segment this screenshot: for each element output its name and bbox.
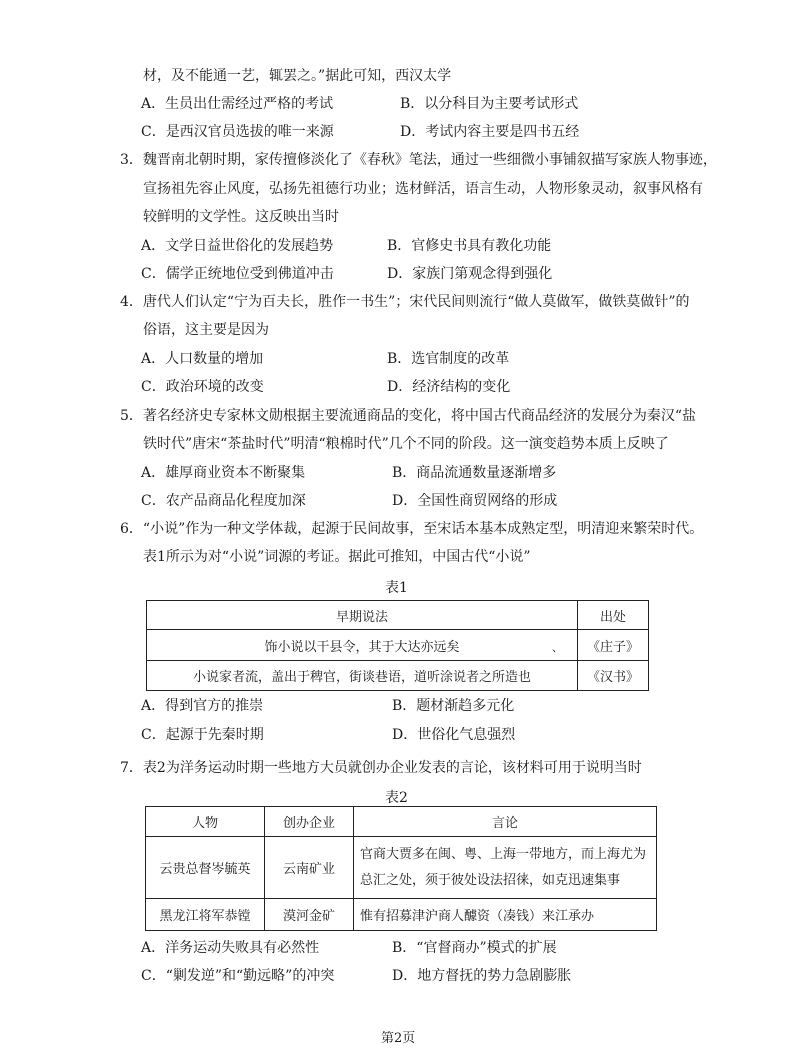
q5-option-a: A．雄厚商业资本不断聚集 xyxy=(141,465,306,481)
q2-option-a: A．生员出仕需经过严格的考试 xyxy=(141,96,334,112)
q5-option-d: D．全国性商贸网络的形成 xyxy=(392,493,558,509)
q4-option-c: C．政治环境的改变 xyxy=(141,379,264,395)
q5-option-c: C．农产品商品化程度加深 xyxy=(141,493,306,509)
table-2-cell: 云南矿业 xyxy=(265,837,354,899)
q6-stem-line-2: 表1所示为对“小说”词源的考证。据此可推知，中国古代“小说” xyxy=(143,549,531,565)
table-1-cell-text: 饰小说以干县令，其于大达亦远矣 xyxy=(264,639,460,655)
table-2-cell: 漠河金矿 xyxy=(265,899,354,931)
table-2-title: 表2 xyxy=(385,790,408,806)
q3-option-b: B．官修史书具有教化功能 xyxy=(387,238,552,254)
q6-option-c: C．起源于先秦时期 xyxy=(141,727,264,743)
q4-stem-line-1: 4．唐代人们认定“宁为百夫长，胜作一书生”；宋代民间则流行“做人莫做军，做铁莫做针”的 xyxy=(120,294,690,310)
table-1-header-cell: 出处 xyxy=(578,601,649,630)
table-1-cell: 小说家者流，盖出于稗官，街谈巷语，道听涂说者之所造也 xyxy=(147,661,578,691)
table-2-header-cell: 创办企业 xyxy=(265,807,354,837)
table-1-title: 表1 xyxy=(385,580,408,596)
table-2-cell xyxy=(354,837,657,899)
q6-option-b: B．题材渐趋多元化 xyxy=(392,698,515,714)
q2-option-b: B．以分科目为主要考试形式 xyxy=(400,96,579,112)
table-2-header-cell: 人物 xyxy=(146,807,265,837)
table-1 xyxy=(146,600,649,691)
q2-option-d: D．考试内容主要是四书五经 xyxy=(400,124,580,140)
table-1-cell: 《庄子》 xyxy=(578,630,649,661)
table-2-speech-line: 官商大贾多在闽、粤、上海一带地方，而上海尤为 xyxy=(360,846,647,862)
q3-stem-line-3: 较鲜明的文学性。这反映出当时 xyxy=(143,209,339,225)
table-row xyxy=(146,899,657,931)
table-row xyxy=(146,837,657,899)
q2-stem-tail: 材，及不能通一艺，辄罢之。”据此可知，西汉太学 xyxy=(143,68,452,84)
q7-option-d: D．地方督抚的势力急剧膨胀 xyxy=(392,968,572,984)
q4-option-b: B．选官制度的改革 xyxy=(387,351,510,367)
q7-stem-line-1: 7．表2为洋务运动时期一些地方大员就创办企业发表的言论，该材料可用于说明当时 xyxy=(120,760,642,776)
table-row xyxy=(147,661,649,691)
page-number: 第2页 xyxy=(381,1031,416,1046)
table-2-cell: 惟有招募津沪商人醵资（凑钱）来江承办 xyxy=(354,899,657,931)
table-1-header-cell: 早期说法 xyxy=(147,601,578,630)
q5-stem-line-1: 5．著名经济史专家林文勋根据主要流通商品的变化，将中国古代商品经济的发展分为秦汉“盐 xyxy=(120,408,697,424)
q3-option-d: D．家族门第观念得到强化 xyxy=(387,266,553,282)
table-2-cell: 云贵总督岑毓英 xyxy=(146,837,265,899)
q3-stem-line-2: 宣扬祖先容止风度，弘扬先祖德行功业；选材鲜活，语言生动，人物形象灵动，叙事风格有 xyxy=(143,181,703,197)
q3-option-c: C．儒学正统地位受到佛道冲击 xyxy=(141,266,334,282)
table-1-header-row xyxy=(147,601,649,630)
q4-option-a: A．人口数量的增加 xyxy=(141,351,264,367)
q3-option-a: A．文学日益世俗化的发展趋势 xyxy=(141,238,334,254)
table-2-header-cell: 言论 xyxy=(354,807,657,837)
q6-option-d: D．世俗化气息强烈 xyxy=(392,727,516,743)
q4-option-d: D．经济结构的变化 xyxy=(387,379,511,395)
q3-stem-line-1: 3．魏晋南北朝时期，家传擅修淡化了《春秋》笔法，通过一些细微小事铺叙描写家族人物事迹， xyxy=(120,152,717,168)
table-1-cell xyxy=(147,630,578,661)
stray-mark: 、 xyxy=(552,641,563,654)
table-2 xyxy=(145,806,657,931)
table-2-speech-line: 总汇之处，须于彼处设法招徕，如克迅速集事 xyxy=(360,872,621,888)
q2-option-c: C．是西汉官员选拔的唯一来源 xyxy=(141,124,334,140)
q5-option-b: B．商品流通数量逐渐增多 xyxy=(392,465,557,481)
q6-stem-line-1: 6．“小说”作为一种文学体裁，起源于民间故事，至宋话本基本成熟定型，明清迎来繁荣时代。 xyxy=(120,521,704,537)
q7-option-b: B．“官督商办”模式的扩展 xyxy=(392,940,557,956)
table-row xyxy=(147,630,649,661)
q7-option-a: A．洋务运动失败具有必然性 xyxy=(141,940,320,956)
q5-stem-line-2: 铁时代”唐宋“茶盐时代”明清“粮棉时代”几个不同的阶段。这一演变趋势本质上反映了 xyxy=(143,436,669,452)
table-1-cell: 《汉书》 xyxy=(578,661,649,691)
table-2-cell: 黑龙江将军恭镗 xyxy=(146,899,265,931)
q4-stem-line-2: 俗语，这主要是因为 xyxy=(143,322,269,338)
q7-option-c: C．“剿发逆”和“勤远略”的冲突 xyxy=(141,968,335,984)
q6-option-a: A．得到官方的推崇 xyxy=(141,698,264,714)
table-2-header-row xyxy=(146,807,657,837)
